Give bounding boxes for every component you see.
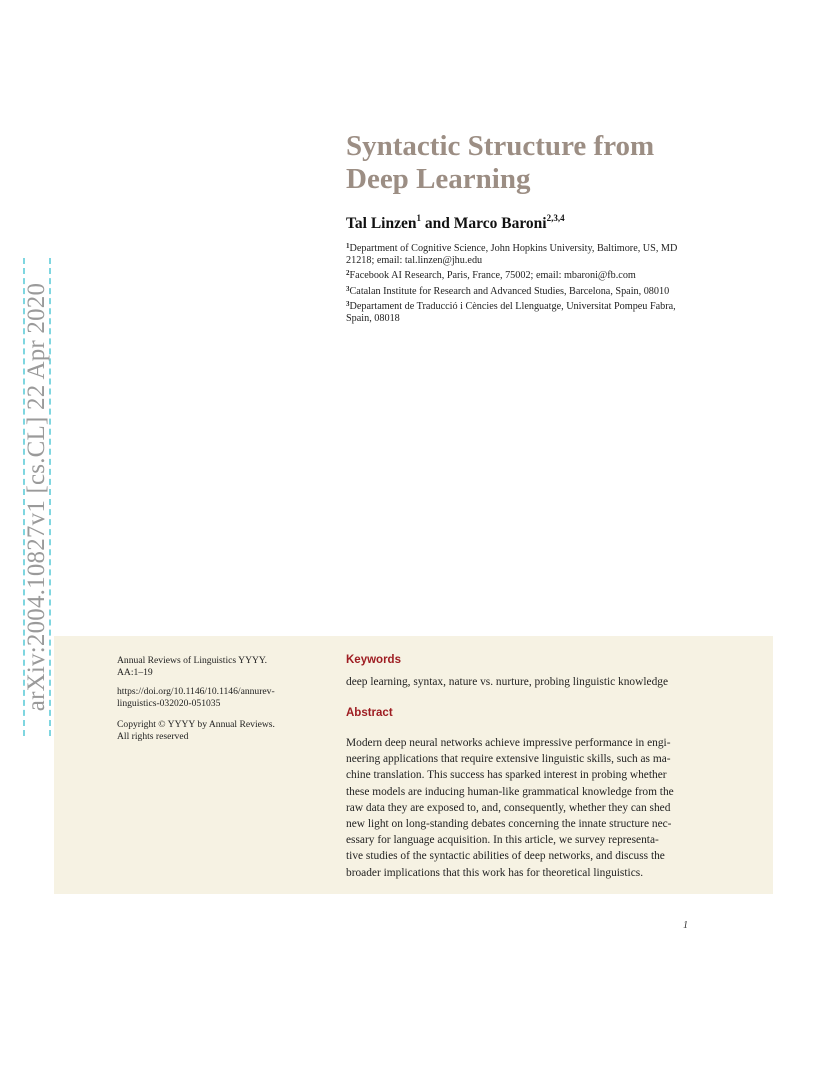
affil-marker: 1 (346, 242, 350, 250)
copyright-line: Copyright © YYYY by Annual Reviews. (117, 719, 275, 730)
copyright-notice (117, 719, 322, 743)
author-name-1: Tal Linzen (346, 215, 417, 232)
affil-line: Departament de Traducció i Cències del Llenguatge, Universitat Pompeu Fabra, (349, 300, 676, 312)
affil-line: Facebook AI Research, Paris, France, 75002; email: mbaroni@fb.com (349, 270, 636, 282)
abstract-line: chine translation. This success has sparked interest in probing whether (346, 769, 667, 782)
affiliation-4 (346, 298, 738, 325)
affil-marker: 2 (346, 269, 350, 278)
arxiv-identifier-stamp (23, 258, 51, 736)
abstract-line: essary for language acquisition. In this article, we survey representa- (346, 834, 659, 847)
affil-marker: 3 (346, 299, 350, 308)
author-1-affil-marker: 1 (416, 213, 421, 223)
abstract-line: these models are inducing human-like grammatical knowledge from the (346, 785, 674, 798)
abstract-line: new light on long-standing debates concerning the innate structure nec- (346, 818, 672, 831)
affil-line: 21218; email: tal.linzen@jhu.edu (346, 255, 483, 267)
author-2-affil-marker: 2,3,4 (546, 213, 565, 223)
abstract-line: broader implications that this work has for theoretical linguistics. (346, 866, 644, 879)
keywords-list: deep learning, syntax, nature vs. nurture, probing linguistic knowledge (346, 676, 669, 688)
affil-marker: 3 (346, 284, 350, 293)
copyright-line: All rights reserved (117, 731, 189, 742)
arxiv-id-text: arXiv:2004.10827v1 [cs.CL] 22 Apr 2020 (23, 282, 51, 712)
doi-line: https://doi.org/10.1146/10.1146/annurev- (117, 686, 275, 697)
title-line-1: Syntactic Structure from (346, 130, 655, 162)
journal-line: AA:1–19 (117, 667, 153, 678)
affil-line: Spain, 08018 (346, 313, 400, 325)
affiliation-3 (346, 283, 738, 298)
abstract-heading: Abstract (346, 707, 393, 719)
doi-line: linguistics-032020-051035 (117, 698, 221, 709)
page-number: 1 (683, 920, 688, 931)
affil-line: Catalan Institute for Research and Advanced Studies, Barcelona, Spain, 08010 (349, 285, 670, 297)
abstract-body (346, 735, 730, 881)
paper-title (346, 130, 766, 196)
title-line-2: Deep Learning (346, 163, 531, 195)
affiliation-1 (346, 240, 738, 267)
affiliations-block (346, 240, 738, 325)
journal-citation (117, 655, 322, 679)
abstract-line: Modern deep neural networks achieve impressive performance in engi- (346, 737, 671, 749)
author-connector: and (421, 215, 454, 232)
author-line (346, 213, 565, 233)
abstract-line: tive studies of the syntactic abilities of deep networks, and discuss the (346, 850, 665, 863)
affil-line: Department of Cognitive Science, John Hopkins University, Baltimore, US, MD (349, 243, 678, 254)
journal-line: Annual Reviews of Linguistics YYYY. (117, 655, 268, 666)
keywords-heading: Keywords (346, 654, 401, 666)
abstract-line: neering applications that require extensive linguistic skills, such as ma- (346, 753, 671, 766)
abstract-line: raw data they are exposed to, and, consequently, whether they can shed (346, 801, 671, 814)
affiliation-2 (346, 267, 738, 282)
author-name-2: Marco Baroni (453, 215, 547, 232)
doi-link[interactable] (117, 686, 322, 710)
